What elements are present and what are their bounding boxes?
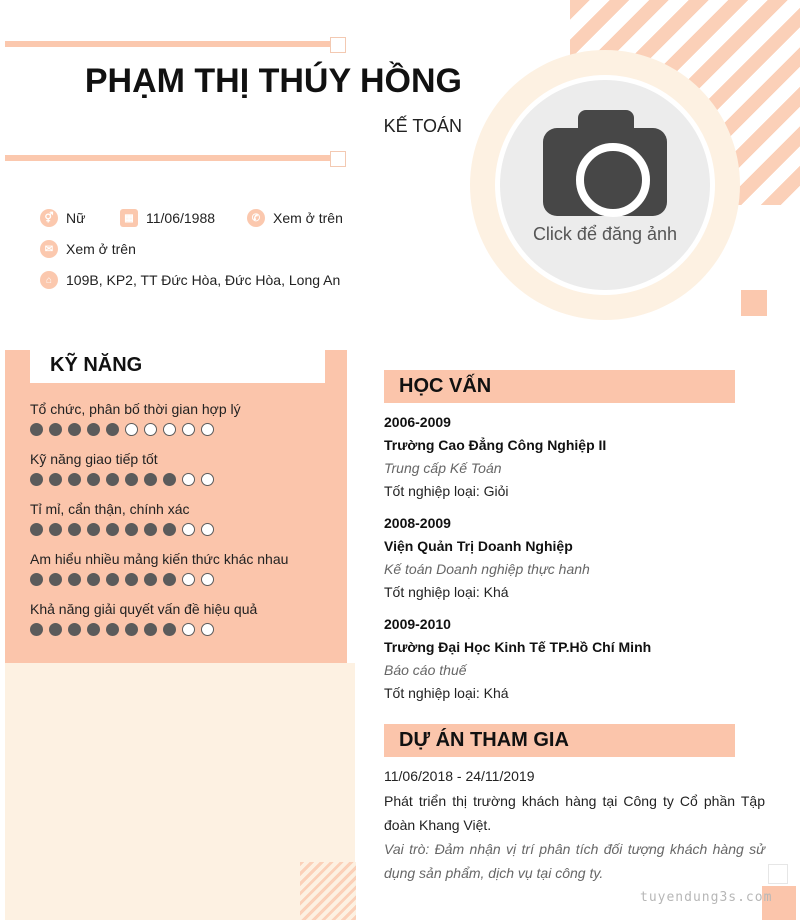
education-title[interactable]: HỌC VẤN [399, 375, 492, 397]
skill-dot [125, 623, 138, 636]
info-dob[interactable] [120, 209, 215, 227]
decorative-stripes-small [300, 862, 356, 920]
skill-rating[interactable] [30, 573, 288, 586]
education-major: Trung cấp Kế Toán [384, 460, 502, 476]
header-line-bottom-end [330, 151, 346, 167]
info-address[interactable] [40, 271, 340, 289]
skill-dot [30, 623, 43, 636]
skill-dot [30, 423, 43, 436]
skill-dot [163, 623, 176, 636]
skill-dot [163, 473, 176, 486]
education-entry[interactable] [384, 515, 764, 600]
skill-name: Am hiểu nhiều mảng kiến thức khác nhau [30, 551, 289, 567]
gender-icon: ⚥ [40, 209, 58, 227]
skill-dot [201, 423, 214, 436]
skill-dot [201, 623, 214, 636]
watermark: tuyendung3s.com [640, 890, 773, 905]
skill-dot [49, 423, 62, 436]
skill-dot [87, 523, 100, 536]
decorative-square-outline [768, 864, 788, 884]
skill-dot [144, 423, 157, 436]
header-line-top-end [330, 37, 346, 53]
education-result: Tốt nghiệp loại: Khá [384, 685, 509, 701]
skill-dot [30, 473, 43, 486]
education-years: 2006-2009 [384, 414, 451, 430]
education-school: Viện Quản Trị Doanh Nghiệp [384, 538, 573, 554]
skill-dot [201, 473, 214, 486]
skill-item[interactable] [30, 601, 257, 636]
gender-value: Nữ [66, 210, 86, 226]
phone-icon: ✆ [247, 209, 265, 227]
skill-name: Tổ chức, phân bố thời gian hợp lý [30, 401, 241, 417]
skill-dot [49, 523, 62, 536]
skill-dot [125, 573, 138, 586]
project-description[interactable]: Phát triển thị trường khách hàng tại Công ty Cổ phần Tập đoàn Khang Việt. [384, 793, 765, 833]
skill-dot [182, 423, 195, 436]
skill-dot [30, 573, 43, 586]
skill-dot [87, 573, 100, 586]
skill-dot [49, 473, 62, 486]
skill-dot [201, 523, 214, 536]
education-result: Tốt nghiệp loại: Giỏi [384, 483, 509, 499]
education-years: 2009-2010 [384, 616, 451, 632]
skill-dot [125, 523, 138, 536]
skill-rating[interactable] [30, 523, 214, 536]
skill-dot [106, 473, 119, 486]
home-icon: ⌂ [40, 271, 58, 289]
photo-caption[interactable]: Click để đăng ảnh [532, 224, 678, 244]
skill-dot [49, 573, 62, 586]
skill-name: Tỉ mỉ, cẩn thận, chính xác [30, 501, 190, 517]
skill-dot [68, 423, 81, 436]
job-title[interactable]: KẾ TOÁN [383, 116, 462, 136]
skill-dot [144, 523, 157, 536]
skill-dot [163, 523, 176, 536]
address-value: 109B, KP2, TT Đức Hòa, Đức Hòa, Long An [66, 272, 341, 288]
skill-dot [106, 623, 119, 636]
skill-item[interactable] [30, 451, 214, 486]
header-line-top [5, 41, 330, 47]
skill-dot [106, 423, 119, 436]
project-role[interactable]: Vai trò: Đảm nhận vị trí phân tích đối tượng khách hàng sử dụng sản phẩm, dịch vụ tại công ty. [384, 841, 765, 881]
skill-dot [106, 573, 119, 586]
skill-item[interactable] [30, 401, 241, 436]
skill-item[interactable] [30, 551, 288, 586]
skill-name: Kỹ năng giao tiếp tốt [30, 451, 158, 467]
full-name[interactable]: PHẠM THỊ THÚY HỒNG [84, 62, 462, 100]
skill-rating[interactable] [30, 473, 214, 486]
skill-rating[interactable] [30, 623, 257, 636]
project-date[interactable]: 11/06/2018 - 24/11/2019 [384, 768, 535, 784]
skill-dot [201, 573, 214, 586]
info-gender[interactable] [40, 209, 85, 227]
phone-value: Xem ở trên [273, 210, 343, 226]
skill-dot [68, 573, 81, 586]
skill-dot [125, 423, 138, 436]
skill-dot [182, 573, 195, 586]
camera-lens-icon [576, 143, 650, 217]
skill-dot [68, 623, 81, 636]
education-school: Trường Cao Đẳng Công Nghiệp II [384, 437, 607, 453]
skill-rating[interactable] [30, 423, 241, 436]
skill-dot [144, 623, 157, 636]
skill-dot [125, 473, 138, 486]
education-years: 2008-2009 [384, 515, 451, 531]
education-entry[interactable] [384, 414, 764, 499]
education-major: Báo cáo thuế [384, 662, 467, 678]
skill-dot [68, 523, 81, 536]
skill-dot [87, 423, 100, 436]
skill-dot [182, 623, 195, 636]
skill-dot [49, 623, 62, 636]
skill-dot [144, 473, 157, 486]
projects-title[interactable]: DỰ ÁN THAM GIA [399, 729, 569, 751]
email-value: Xem ở trên [66, 241, 136, 257]
skills-title[interactable]: KỸ NĂNG [50, 354, 143, 376]
calendar-icon: ▦ [120, 209, 138, 227]
decorative-square [741, 290, 767, 316]
education-result: Tốt nghiệp loại: Khá [384, 584, 509, 600]
email-icon: ✉ [40, 240, 58, 258]
skill-dot [182, 473, 195, 486]
skill-dot [87, 623, 100, 636]
skill-dot [144, 573, 157, 586]
info-email[interactable] [40, 240, 136, 258]
skill-dot [182, 523, 195, 536]
skill-item[interactable] [30, 501, 214, 536]
education-entry[interactable] [384, 616, 764, 701]
skill-name: Khả năng giải quyết vấn đề hiệu quả [30, 601, 258, 617]
skill-dot [163, 423, 176, 436]
skill-dot [30, 523, 43, 536]
info-phone[interactable] [247, 209, 343, 227]
header-line-bottom [5, 155, 330, 161]
education-major: Kế toán Doanh nghiệp thực hanh [384, 561, 590, 577]
skill-dot [163, 573, 176, 586]
education-school: Trường Đại Học Kinh Tế TP.Hồ Chí Minh [384, 639, 652, 655]
dob-value: 11/06/1988 [146, 210, 216, 226]
skill-dot [106, 523, 119, 536]
skill-dot [68, 473, 81, 486]
skill-dot [87, 473, 100, 486]
